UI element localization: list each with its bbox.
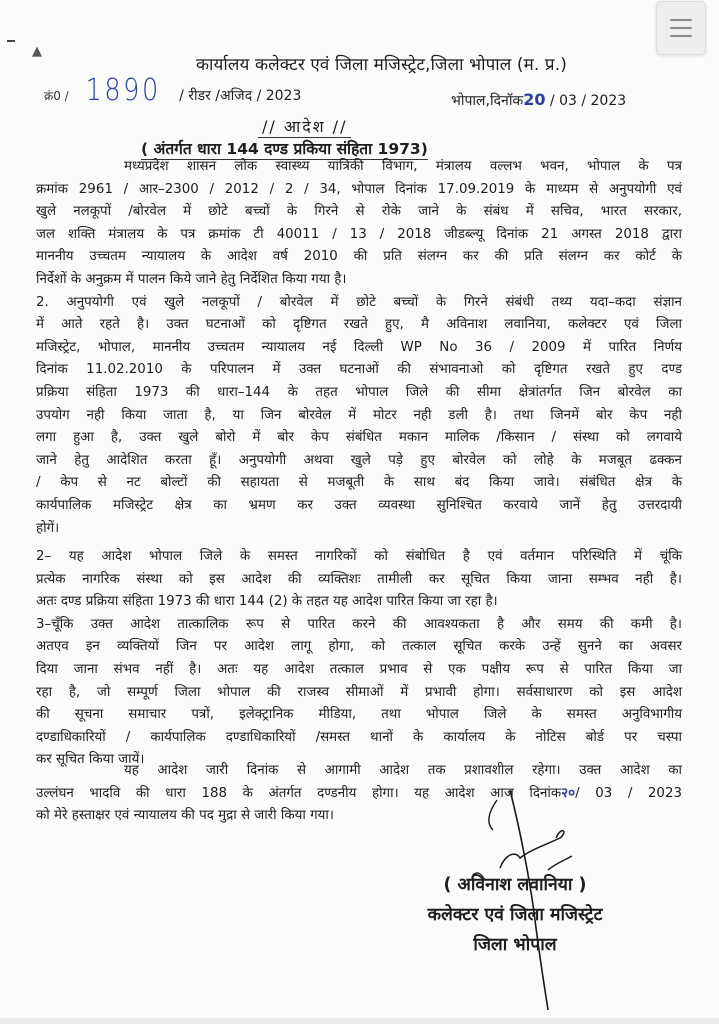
section-title: ( अंतर्गत धारा 144 दण्ड प्रकिया संहिता 1973) <box>141 137 428 160</box>
order-title: // आदेश // <box>258 115 351 138</box>
closing-line <box>36 783 682 806</box>
closing-line-text: उल्लंघन भादवि की धारा 188 के अंतर्गत दण्डनीय होगा। यह आदेश आज दिनांक <box>36 785 562 801</box>
body-line: 2– यह आदेश भोपाल जिले के समस्त नागरिकों को संबोधित है एवं वर्तमान परिस्थिति में चूंकि <box>36 549 682 565</box>
body-line: कर सूचित किया जायें। <box>36 752 145 768</box>
closing-line: यह आदेश जारी दिनांक से आगामी आदेश तक प्रशावशील रहेगा। उक्त आदेश का <box>124 763 682 778</box>
signatory-designation: कलेक्टर एवं जिला मजिस्ट्रेट <box>427 905 603 925</box>
hamburger-menu-icon-bar <box>670 27 692 29</box>
body-line: खुले नलकूपों /बोरवेल में छोटे बच्चों के गिरने से रोके जाने के संबंध में सचिव, भारत सरकार, <box>36 204 682 220</box>
body-line: अतएव इन व्यक्तियों जिन पर आदेश लागू होगा, को तत्काल सूचित करके उन्हें सुनने का अवसर <box>36 639 682 655</box>
body-line: दण्डाधिकारियों / कार्यपालिक दण्डाधिकारियों /समस्त थानों के कार्यालय के नोटिस बोर्ड पर चस्पा <box>36 729 682 745</box>
viewer-bottom-edge <box>0 1018 719 1024</box>
body-line: प्रक्रिया संहिता 1973 की धारा–144 के तहत भोपाल जिले की सीमा क्षेत्रांतर्गत जिन बोरवेल का <box>36 384 682 400</box>
scan-mark <box>7 40 15 42</box>
date-rest: / 03 / 2023 <box>549 93 627 109</box>
body-line: जल शक्ति मंत्रालय के पत्र क्रमांक टी 40011 / 13 / 2018 जीडब्ल्यू दिनांक 21 अगस्त 2018 द्वारा <box>36 226 682 242</box>
body-line: क्रमांक 2961 / आर–2300 / 2012 / 2 / 34, भोपाल दिनांक 17.09.2019 के माध्यम से अनुपयोगी एवं <box>36 181 682 197</box>
reference-number <box>44 73 301 108</box>
hamburger-menu-icon-bar <box>670 35 692 37</box>
body-line: उपयोग नही किया जाता है, या जिन बोरवेल में मोटर नही डली है। तथा जिनमें बोर केप नही <box>36 407 682 423</box>
scan-mark-glyph: ▲ <box>32 44 42 59</box>
handwritten-reference-number: 1890 <box>85 73 161 108</box>
issue-date <box>451 90 626 110</box>
body-line: माननीय उच्चतम न्यायालय के आदेश वर्ष 2010 की प्रति संलग्न कर की प्रति संलग्न कर कोर्ट के <box>36 249 682 265</box>
body-line: 3–चूँकि उक्त आदेश तात्कालिक रूप से पारित करने की आवश्यकता है और समय की कमी है। <box>36 616 682 632</box>
closing-paragraph <box>36 760 682 828</box>
signatory-block <box>385 870 645 960</box>
body-line: अतः दण्ड प्रक्रिया संहिता 1973 की धारा 144 (2) के तहत यह आदेश पारित किया जा रहा है। <box>36 594 498 610</box>
reference-suffix: / रीडर /अजिद / 2023 <box>179 88 302 104</box>
body-line: जाने हेतु आदेशित करता हूँ। अनुपयोगी अथवा खुले पड़े हुए बोरवेल को लोहे के मजबूत ढक्कन <box>36 452 682 468</box>
body-line: लगा हुआ है, उक्त खुले बोरो में बोर केप संबंधित मकान मालिक /किसान / संस्था को लगवाये <box>36 430 682 446</box>
closing-date-rest: / 03 / 2023 <box>575 785 682 801</box>
body-line: रहा है, जो सम्पूर्ण जिला भोपाल की राजस्व सीमाओं में प्रभावी होगा। सर्वसाधारण को इस आदेश <box>36 684 682 700</box>
handwritten-day: 20 <box>523 90 546 109</box>
body-line: मजिस्ट्रेट, भोपाल, माननीय उच्चतम न्यायालय नई दिल्ली WP No 36 / 2009 में पारित निर्णय <box>36 339 682 355</box>
signatory-district: जिला भोपाल <box>473 935 557 955</box>
body-line: दिया जाना संभव नहीं है। अतः यह आदेश तत्काल प्रभाव से एक पक्षीय रूप से पारित किया जा <box>36 662 682 678</box>
reference-prefix: क्रं0 / <box>44 89 69 103</box>
body-line: / केप से नट बोल्टों की सहायता से मजबूती के साथ बंद किया जावे। संबंधित क्षेत्र के <box>36 475 682 491</box>
body-line: कार्यपालिक मजिस्ट्रेट क्षेत्र का भ्रमण कर उक्त व्यवस्था सुनिश्चित करवाये जानें हेतु उत्तरदायी <box>36 497 682 513</box>
body-line: 2. अनुपयोगी एवं खुले नलकूपों / बोरवेल में छोटे बच्चों के गिरने संबंधी तथ्य यदा–कदा संज्ञान <box>36 294 682 310</box>
closing-line: को मेरे हस्ताक्षर एवं न्यायालय की पद मुद्रा से जारी किया गया। <box>36 808 334 823</box>
body-line: मध्यप्रदेश शासन लोक स्वास्थ्य यांत्रिकी विभाग, मंत्रालय वल्लभ भवन, भोपाल के पत्र <box>124 159 682 174</box>
order-body <box>36 156 682 772</box>
body-line: होगें। <box>36 520 60 536</box>
body-line: प्रत्येक नागरिक संस्था को इस आदेश की व्यक्तिशः तामीली कर सूचित किया जाना सम्भव नही है। <box>36 571 682 587</box>
date-label: भोपाल,दिनॉक <box>451 93 524 109</box>
body-line: दिनांक 11.02.2010 के परिपालन में उक्त घटनाओं की संभावनाओ को दृष्टिगत रखते हुए दण्ड <box>36 362 682 378</box>
body-line: में आते रहते है। उक्त घटनाओं को दृष्टिगत रखते हुए, मै अविनाश लवानिया, कलेक्टर एवं जिला <box>36 317 682 333</box>
hamburger-menu-icon <box>670 19 692 21</box>
signatory-name: ( अविनाश लवानिया ) <box>443 875 587 895</box>
office-header: कार्यालय कलेक्टर एवं जिला मजिस्ट्रेट,जिला भोपाल (म. प्र.) <box>196 55 567 75</box>
viewer-menu-button[interactable] <box>656 1 706 55</box>
handwritten-closing-day: २० <box>561 785 576 801</box>
body-line: की सूचना समाचार पत्रों, इलेक्ट्रानिक मीडिया, तथा भोपाल जिले के समस्त अनुविभागीय <box>36 707 682 723</box>
body-line: निर्देशों के अनुक्रम में पालन किये जाने हेतु निर्देशित किया गया है। <box>36 271 347 287</box>
